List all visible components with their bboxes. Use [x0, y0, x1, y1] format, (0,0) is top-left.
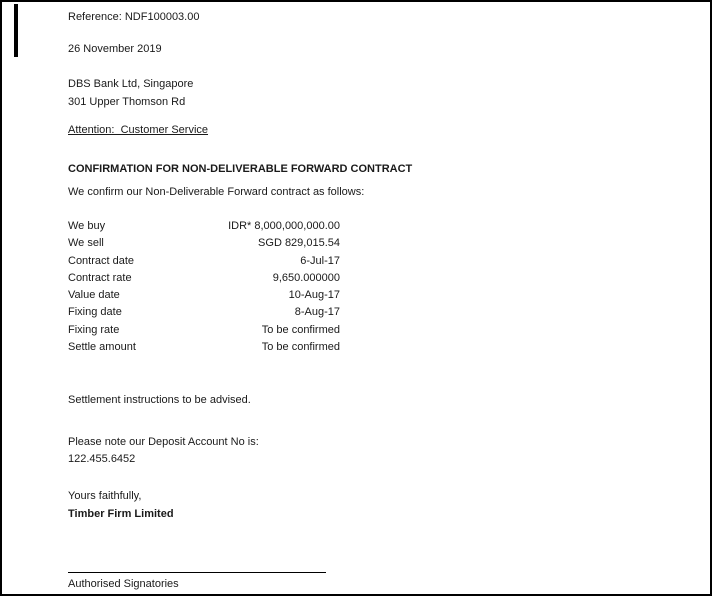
row-label: Value date — [68, 289, 120, 302]
row-value: SGD 829,015.54 — [258, 237, 340, 250]
letter-date: 26 November 2019 — [68, 43, 162, 55]
table-row-settle-amount — [68, 341, 340, 358]
trade-details-table — [68, 220, 340, 358]
row-value: 6-Jul-17 — [300, 254, 340, 267]
attention-line: Attention: Customer Service — [68, 124, 209, 136]
row-label: We sell — [68, 237, 104, 250]
closing-line: Yours faithfully, — [68, 490, 142, 502]
row-value: 10-Aug-17 — [288, 289, 340, 302]
row-value: 8-Aug-17 — [294, 306, 340, 319]
row-label: Contract date — [68, 254, 135, 267]
table-row-value-date — [68, 289, 340, 306]
signature-caption: Authorised Signatories — [68, 578, 179, 590]
row-value: 9,650.000000 — [272, 271, 340, 284]
row-label: Contract rate — [68, 271, 132, 284]
page-edge-mark — [14, 4, 18, 57]
table-row-contract-rate — [68, 272, 340, 289]
signature-line — [68, 572, 326, 573]
row-label: We buy — [68, 220, 106, 232]
row-label: Fixing rate — [68, 323, 120, 336]
company-name: Timber Firm Limited — [68, 508, 174, 520]
reference-line: Reference: NDF100003.00 — [68, 11, 200, 23]
row-value: To be confirmed — [261, 341, 340, 354]
deposit-account-number: 122.455.6452 — [68, 453, 136, 465]
deposit-note-line: Please note our Deposit Account No is: — [68, 436, 259, 448]
row-label: Settle amount — [68, 341, 136, 354]
recipient-name: DBS Bank Ltd, Singapore — [68, 78, 194, 90]
row-label: Fixing date — [68, 306, 122, 319]
table-row-fixing-rate — [68, 324, 340, 341]
row-value: To be confirmed — [261, 323, 340, 336]
table-row-we-sell — [68, 237, 340, 254]
settlement-instructions-line: Settlement instructions to be advised. — [68, 394, 251, 406]
document-title: CONFIRMATION FOR NON-DELIVERABLE FORWARD CONTRACT — [68, 163, 413, 175]
intro-line: We confirm our Non-Deliverable Forward contract as follows: — [68, 186, 365, 198]
recipient-address: 301 Upper Thomson Rd — [68, 96, 186, 108]
table-row-fixing-date — [68, 306, 340, 323]
table-row-contract-date — [68, 255, 340, 272]
row-value: IDR* 8,000,000,000.00 — [228, 220, 340, 232]
table-row-we-buy — [68, 220, 340, 237]
